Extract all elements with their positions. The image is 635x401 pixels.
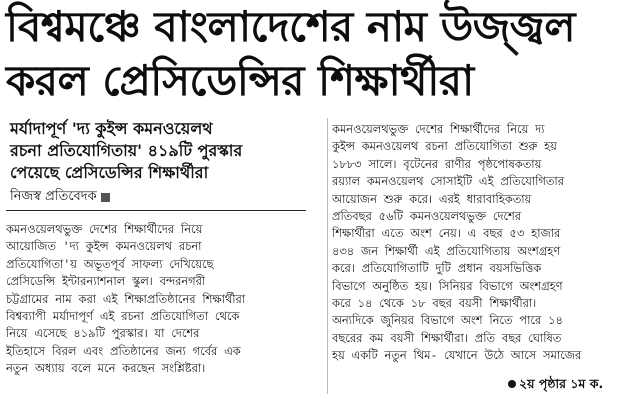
body-line: কুইন্স কমনওয়েলথ রচনা প্রতিযোগিতা শুরু হয় [332,139,557,154]
byline-divider [6,210,306,211]
body-line: প্রেসিডেন্সি ইন্টারন্যাশনাল স্কুল। বন্দরনগরী [6,274,206,289]
reporter-byline [10,188,324,206]
square-bullet-icon [101,193,110,202]
body-line: ইতিহাসে বিরল এবং প্রতিষ্ঠানের জন্য গর্বের এক [6,343,241,358]
body-line: রয়্যাল কমনওয়েলথ সোসাইটি এই প্রতিযোগিতার [332,174,564,189]
headline-line-1: বিশ্বমঞ্চে বাংলাদেশের নাম উজ্জ্বল [6,2,576,51]
body-line: কমনওয়েলথভুক্ত দেশের শিক্ষার্থীদের নিয়ে [6,222,203,236]
reporter-label: নিজস্ব প্রতিবেদক [10,189,97,204]
body-line: নতুন অধ্যায় বলে মনে করছেন সংশ্লিষ্টরা। [6,361,206,376]
right-body-text [332,121,632,365]
continuation-text: ২য় পৃষ্ঠার ১ম ক. [519,376,604,391]
body-line: নিয়ে এসেছে ৪১৯টি পুরস্কার। যা দেশের [6,326,200,341]
headline-line-2: করল প্রেসিডেন্সির শিক্ষার্থীরা [6,56,474,105]
body-line: ৪৩৪ জন শিক্ষার্থী এই প্রতিযোগিতায় অংশগ্রহণ [332,243,561,258]
left-column [6,118,324,378]
body-line: প্রতিযোগিতা'য় অভূতপূর্ব সাফল্য দেখিয়েছে [6,256,214,271]
body-line: আয়োজন শুরু করে। এরই ধারাবাহিকতায় [332,191,532,206]
subheadline-line: পেয়েছে প্রেসিডেন্সির শিক্ষার্থীরা [10,163,209,182]
body-line: বিভাগে অনুষ্ঠিত হয়। সিনিয়র বিভাগে অংশগ্রহণ [332,278,563,293]
continuation-note [508,375,603,393]
body-line: করে। প্রতিযোগিতাটি দুটি প্রধান বয়সভিত্তিক [332,261,542,276]
body-line: প্রতিবছর ৫৬টি কমনওয়েলথভুক্ত দেশের [332,209,522,224]
body-line: ১৮৮৩ সালে। বৃটেনের রাণীর পৃষ্ঠপোষকতায় [332,156,542,171]
subheadline [10,118,324,184]
right-column [332,121,632,365]
bullet-dot-icon [508,380,516,388]
body-line: আয়োজিত 'দ্য কুইন্স কমনওয়েলথ রচনা [6,239,202,254]
body-line: কমনওয়েলথভুক্ত দেশের শিক্ষার্থীদের নিয়ে দ্য [332,122,545,136]
body-line: হয় একটি নতুন থিম- যেখানে উঠে আসে সমাজের [332,348,582,363]
column-divider [327,118,328,394]
body-line: বিশ্বব্যাপী মর্যাদাপূর্ণ এই রচনা প্রতিযোগিতা থেকে [6,309,240,324]
body-line: করে ১৪ থেকে ১৮ বছর বয়সী শিক্ষার্থীরা। [332,296,537,311]
body-line: শিক্ষার্থীরা এতে অংশ নেয়। এ বছর ৫৩ হাজার [332,226,561,241]
body-line: অন্যদিকে জুনিয়র বিভাগে অংশ নিতে পারে ১৪ [332,313,563,328]
left-body-text [6,221,324,378]
subheadline-line: মর্যাদাপূর্ণ 'দ্য কুইন্স কমনওয়েলথ [10,119,213,138]
subheadline-line: রচনা প্রতিযোগিতায়' ৪১৯টি পুরস্কার [10,141,243,160]
headline [6,0,630,108]
body-line: বছরের কম বয়সী শিক্ষার্থীরা। প্রতি বছর ঘোষিত [332,330,562,345]
body-line: চট্টগ্রামের নাম করা এই শিক্ষাপ্রতিষ্ঠানের শিক্ষার্থীরা [6,291,246,306]
